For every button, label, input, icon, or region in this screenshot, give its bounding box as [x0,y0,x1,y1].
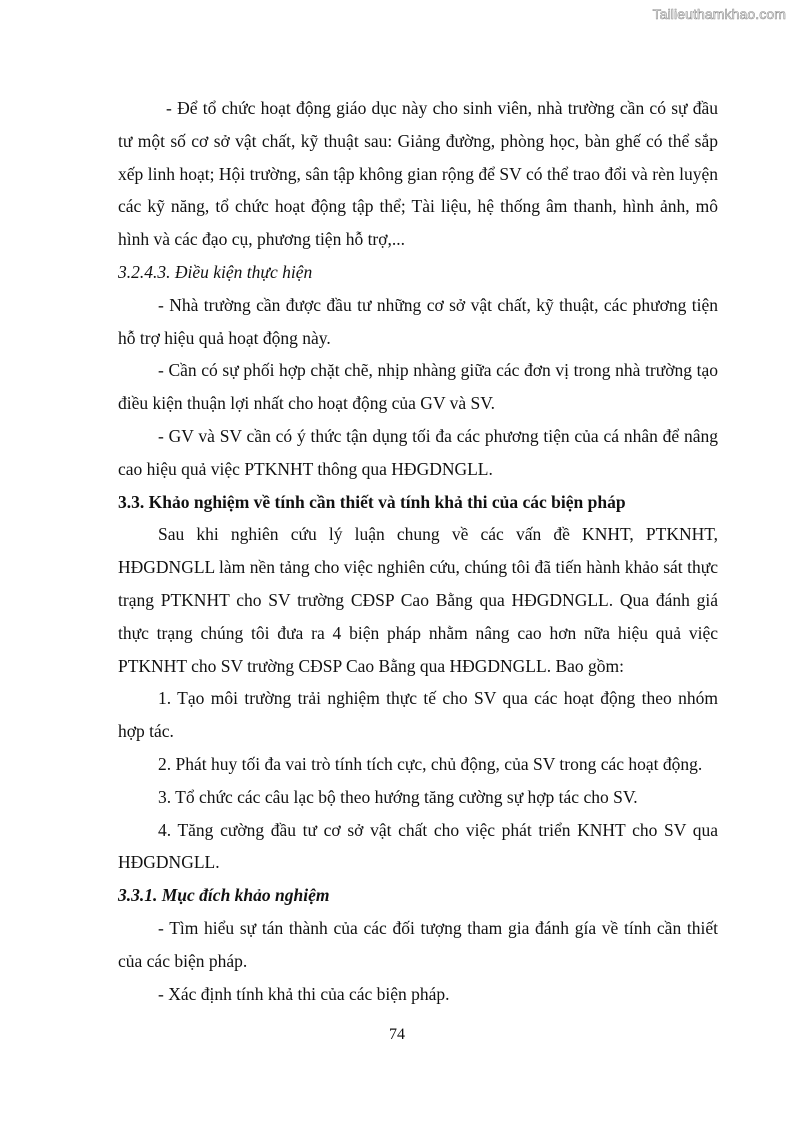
paragraph-intro-33: Sau khi nghiên cứu lý luận chung về các vấn đề KNHT, PTKNHT, HĐGDNGLL làm nền tảng cho việc nghiên cứu, chúng tôi đã tiến hành khảo sát thực trạng PTKNHT cho SV trường CĐSP Cao Bằng qua HĐGDNGLL. Qua đánh giá thực trạng chúng tôi đưa ra 4 biện pháp nhằm nâng cao hơn nữa hiệu quả việc PTKNHT cho SV trường CĐSP Cao Bằng qua HĐGDNGLL. Bao gồm: [118,524,718,676]
condition-item-1: - Nhà trường cần được đầu tư những cơ sở vật chất, kỹ thuật, các phương tiện hỗ trợ hiệu quả hoạt động này. [118,294,718,348]
condition-item-2: - Cần có sự phối hợp chặt chẽ, nhịp nhàng giữa các đơn vị trong nhà trường tạo điều kiện thuận lợi nhất cho hoạt động của GV và SV. [118,360,718,414]
purpose-item-1: - Tìm hiểu sự tán thành của các đối tượng tham gia đánh gía về tính cần thiết của các biện pháp. [118,917,718,971]
watermark: Tailieuthamkhao.com [652,6,786,22]
page-number: 74 [389,1026,405,1043]
heading-331: 3.3.1. Mục đích khảo nghiệm [118,885,330,906]
measure-item-4: 4. Tăng cường đầu tư cơ sở vật chất cho việc phát triển KNHT cho SV qua HĐGDNGLL. [118,819,718,873]
paragraph-facilities: - Để tổ chức hoạt động giáo dục này cho sinh viên, nhà trường cần có sự đầu tư một số cơ sở vật chất, kỹ thuật sau: Giảng đường, phòng học, bàn ghế có thể sắp xếp linh hoạt; Hội trường, sân tập không gian rộng để SV có thể trao đổi và rèn luyện các kỹ năng, tổ chức hoạt động tập thể; Tài liệu, hệ thống âm thanh, hình ảnh, mô hình và các đạo cụ, phương tiện hỗ trợ,... [118,98,718,250]
measure-item-3: 3. Tổ chức các câu lạc bộ theo hướng tăng cường sự hợp tác cho SV. [158,786,638,807]
heading-33: 3.3. Khảo nghiệm về tính cần thiết và tính khả thi của các biện pháp [118,491,626,512]
condition-item-3: - GV và SV cần có ý thức tận dụng tối đa các phương tiện của cá nhân để nâng cao hiệu quả việc PTKNHT thông qua HĐGDNGLL. [118,425,718,479]
heading-3243: 3.2.4.3. Điều kiện thực hiện [118,261,313,282]
measure-item-2: 2. Phát huy tối đa vai trò tính tích cực, chủ động, của SV trong các hoạt động. [158,753,703,774]
purpose-item-2: - Xác định tính khả thi của các biện pháp. [158,983,450,1004]
document-body [118,92,718,1010]
measure-item-1: 1. Tạo môi trường trải nghiệm thực tế cho SV qua các hoạt động theo nhóm hợp tác. [118,688,718,742]
